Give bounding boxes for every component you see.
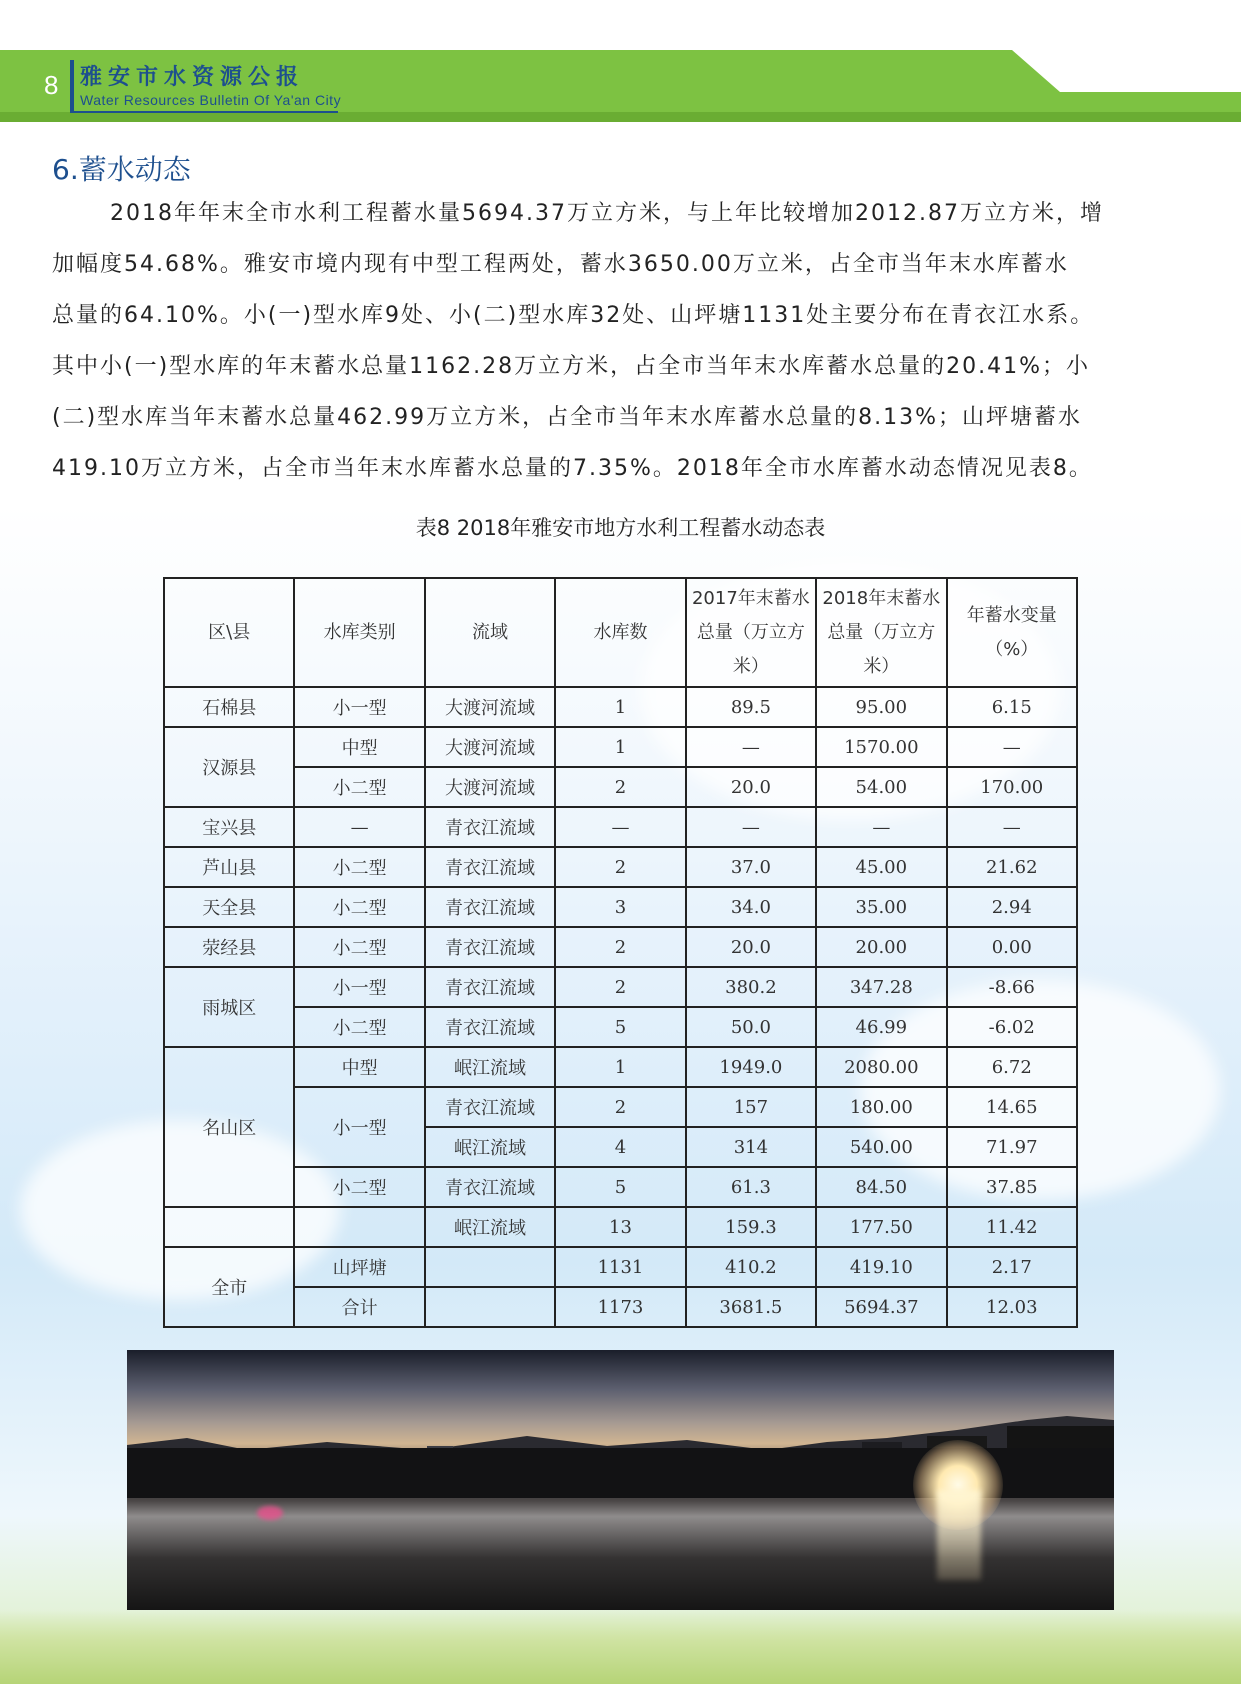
cell-2018: 540.00 bbox=[816, 1127, 946, 1167]
cell-2018: 84.50 bbox=[816, 1167, 946, 1207]
header-divider bbox=[70, 60, 74, 112]
cell-type: 中型 bbox=[294, 727, 424, 767]
cell-basin-empty bbox=[425, 1247, 555, 1287]
cell-count: 4 bbox=[555, 1127, 685, 1167]
cell-basin-empty bbox=[425, 1287, 555, 1327]
cell-type: 小二型 bbox=[294, 767, 424, 807]
cell-type: 小二型 bbox=[294, 887, 424, 927]
table-row bbox=[164, 687, 1077, 727]
cell-change: 170.00 bbox=[947, 767, 1077, 807]
cell-2017: 1949.0 bbox=[686, 1047, 816, 1087]
cell-change: — bbox=[947, 807, 1077, 847]
cell-county: 雨城区 bbox=[164, 967, 294, 1047]
table-row bbox=[164, 727, 1077, 767]
cell-2018: — bbox=[816, 807, 946, 847]
cell-basin: 青衣江流域 bbox=[425, 887, 555, 927]
cell-basin: 青衣江流域 bbox=[425, 1167, 555, 1207]
cell-count: — bbox=[555, 807, 685, 847]
cell-2018: 46.99 bbox=[816, 1007, 946, 1047]
paragraph-line: 419.10万立方米，占全市当年末水库蓄水总量的7.35%。2018年全市水库蓄水动态情况见表8。 bbox=[52, 456, 1093, 481]
cell-type: 小二型 bbox=[294, 1007, 424, 1047]
cell-count: 2 bbox=[555, 967, 685, 1007]
cell-county: 芦山县 bbox=[164, 847, 294, 887]
cell-type: 小二型 bbox=[294, 847, 424, 887]
cell-count: 5 bbox=[555, 1167, 685, 1207]
cell-count: 1 bbox=[555, 727, 685, 767]
storage-table bbox=[163, 577, 1078, 1328]
table-row bbox=[164, 967, 1077, 1007]
cell-count: 3 bbox=[555, 887, 685, 927]
cell-basin: 岷江流域 bbox=[425, 1207, 555, 1247]
cell-count: 1131 bbox=[555, 1247, 685, 1287]
cell-2018: 1570.00 bbox=[816, 727, 946, 767]
cell-basin: 大渡河流域 bbox=[425, 727, 555, 767]
cell-type: 小一型 bbox=[294, 1087, 424, 1167]
cell-type: 小一型 bbox=[294, 967, 424, 1007]
cell-count: 2 bbox=[555, 927, 685, 967]
bulletin-title: 雅安市水资源公报 bbox=[80, 65, 305, 90]
cell-basin: 岷江流域 bbox=[425, 1047, 555, 1087]
cell-change: 0.00 bbox=[947, 927, 1077, 967]
table-row bbox=[164, 1047, 1077, 1087]
cell-2018: 5694.37 bbox=[816, 1287, 946, 1327]
page-number: 8 bbox=[44, 70, 59, 100]
cell-county: 汉源县 bbox=[164, 727, 294, 807]
title-underline bbox=[70, 111, 338, 113]
table-row bbox=[164, 807, 1077, 847]
cell-2018: 45.00 bbox=[816, 847, 946, 887]
table-caption: 表8 2018年雅安市地方水利工程蓄水动态表 bbox=[415, 516, 826, 540]
paragraph-line: 其中小(一)型水库的年末蓄水总量1162.28万立方米，占全市当年末水库蓄水总量的20.41%；小 bbox=[52, 354, 1091, 379]
paragraph-line: (二)型水库当年末蓄水总量462.99万立方米，占全市当年末水库蓄水总量的8.13%；山坪塘蓄水 bbox=[52, 405, 1083, 430]
cell-county: 石棉县 bbox=[164, 687, 294, 727]
cell-basin: 青衣江流域 bbox=[425, 1087, 555, 1127]
paragraph-line bbox=[52, 188, 1192, 239]
cell-2017: — bbox=[686, 727, 816, 767]
cell-2017: 37.0 bbox=[686, 847, 816, 887]
cell-2017: 314 bbox=[686, 1127, 816, 1167]
table-row bbox=[164, 887, 1077, 927]
cell-county: 宝兴县 bbox=[164, 807, 294, 847]
header-count: 水库数 bbox=[555, 578, 685, 687]
table-row bbox=[164, 767, 1077, 807]
cell-county: 荥经县 bbox=[164, 927, 294, 967]
cell-2017: 20.0 bbox=[686, 767, 816, 807]
cell-2017: 380.2 bbox=[686, 967, 816, 1007]
cell-2018: 180.00 bbox=[816, 1087, 946, 1127]
cell-2018: 35.00 bbox=[816, 887, 946, 927]
cell-county-empty bbox=[164, 1207, 294, 1247]
cell-county: 天全县 bbox=[164, 887, 294, 927]
cell-change: 6.72 bbox=[947, 1047, 1077, 1087]
cell-change: 11.42 bbox=[947, 1207, 1077, 1247]
cell-count: 1 bbox=[555, 1047, 685, 1087]
cell-basin: 青衣江流域 bbox=[425, 1007, 555, 1047]
table-header-row bbox=[164, 578, 1077, 687]
grass-footer bbox=[0, 1610, 1241, 1684]
paragraph-line: 加幅度54.68%。雅安市境内现有中型工程两处，蓄水3650.00万立米，占全市当年末水库蓄水 bbox=[52, 252, 1069, 277]
table-row bbox=[164, 847, 1077, 887]
table-row bbox=[164, 1207, 1077, 1247]
cell-basin: 青衣江流域 bbox=[425, 927, 555, 967]
cell-change: 71.97 bbox=[947, 1127, 1077, 1167]
table-row bbox=[164, 1287, 1077, 1327]
cell-basin: 岷江流域 bbox=[425, 1127, 555, 1167]
cell-2017: 50.0 bbox=[686, 1007, 816, 1047]
cell-2017: 157 bbox=[686, 1087, 816, 1127]
cell-2018: 419.10 bbox=[816, 1247, 946, 1287]
cell-basin: 大渡河流域 bbox=[425, 767, 555, 807]
cell-count: 2 bbox=[555, 1087, 685, 1127]
cell-basin: 大渡河流域 bbox=[425, 687, 555, 727]
table-row bbox=[164, 1007, 1077, 1047]
cell-type: 山坪塘 bbox=[294, 1247, 424, 1287]
cell-change: 2.17 bbox=[947, 1247, 1077, 1287]
cell-2017: — bbox=[686, 807, 816, 847]
cell-change: -8.66 bbox=[947, 967, 1077, 1007]
cell-2018: 177.50 bbox=[816, 1207, 946, 1247]
section-heading: 6.蓄水动态 bbox=[52, 153, 191, 186]
paragraph-text: 2018年年末全市水利工程蓄水量5694.37万立方米，与上年比较增加2012.87万立方米，增 bbox=[110, 201, 1104, 226]
cell-change: 14.65 bbox=[947, 1087, 1077, 1127]
cell-type: 小二型 bbox=[294, 927, 424, 967]
header-2017: 2017年末蓄水总量（万立方米） bbox=[686, 578, 816, 687]
cell-type: 合计 bbox=[294, 1287, 424, 1327]
cell-2018: 54.00 bbox=[816, 767, 946, 807]
cell-type: 小二型 bbox=[294, 1167, 424, 1207]
cell-count: 1 bbox=[555, 687, 685, 727]
cell-2018: 20.00 bbox=[816, 927, 946, 967]
cell-2018: 2080.00 bbox=[816, 1047, 946, 1087]
sun-reflection bbox=[937, 1490, 981, 1580]
cell-change: 2.94 bbox=[947, 887, 1077, 927]
cell-count: 2 bbox=[555, 767, 685, 807]
cell-type: 中型 bbox=[294, 1047, 424, 1087]
cell-count: 5 bbox=[555, 1007, 685, 1047]
cell-count: 13 bbox=[555, 1207, 685, 1247]
cell-count: 1173 bbox=[555, 1287, 685, 1327]
body-paragraph bbox=[52, 188, 1192, 494]
table-row bbox=[164, 1087, 1077, 1127]
cell-change: 21.62 bbox=[947, 847, 1077, 887]
cell-count: 2 bbox=[555, 847, 685, 887]
cell-change: — bbox=[947, 727, 1077, 767]
cell-change: -6.02 bbox=[947, 1007, 1077, 1047]
cell-change: 12.03 bbox=[947, 1287, 1077, 1327]
cell-2017: 20.0 bbox=[686, 927, 816, 967]
cell-basin: 青衣江流域 bbox=[425, 807, 555, 847]
cell-2017: 89.5 bbox=[686, 687, 816, 727]
cell-2017: 34.0 bbox=[686, 887, 816, 927]
table-row bbox=[164, 927, 1077, 967]
cell-county: 名山区 bbox=[164, 1047, 294, 1207]
cell-change: 37.85 bbox=[947, 1167, 1077, 1207]
cell-2017: 3681.5 bbox=[686, 1287, 816, 1327]
cell-basin: 青衣江流域 bbox=[425, 967, 555, 1007]
sunset-river-photo bbox=[127, 1350, 1114, 1610]
cell-type-empty bbox=[294, 1207, 424, 1247]
bulletin-title-en: Water Resources Bulletin Of Ya'an City bbox=[80, 92, 342, 108]
cell-type: 小一型 bbox=[294, 687, 424, 727]
cell-2017: 61.3 bbox=[686, 1167, 816, 1207]
cell-2017: 159.3 bbox=[686, 1207, 816, 1247]
cell-basin: 青衣江流域 bbox=[425, 847, 555, 887]
header-basin: 流域 bbox=[425, 578, 555, 687]
lens-flare bbox=[257, 1506, 283, 1520]
cell-2018: 347.28 bbox=[816, 967, 946, 1007]
header-change: 年蓄水变量（%） bbox=[947, 578, 1077, 687]
cell-county: 全市 bbox=[164, 1247, 294, 1327]
header-2018: 2018年末蓄水总量（万立方米） bbox=[816, 578, 946, 687]
cell-type: — bbox=[294, 807, 424, 847]
cell-2018: 95.00 bbox=[816, 687, 946, 727]
table-row bbox=[164, 1247, 1077, 1287]
header-type: 水库类别 bbox=[294, 578, 424, 687]
paragraph-line: 总量的64.10%。小(一)型水库9处、小(二)型水库32处、山坪塘1131处主要分布在青衣江水系。 bbox=[52, 303, 1095, 328]
cell-change: 6.15 bbox=[947, 687, 1077, 727]
cell-2017: 410.2 bbox=[686, 1247, 816, 1287]
table-row bbox=[164, 1167, 1077, 1207]
header-county: 区\县 bbox=[164, 578, 294, 687]
